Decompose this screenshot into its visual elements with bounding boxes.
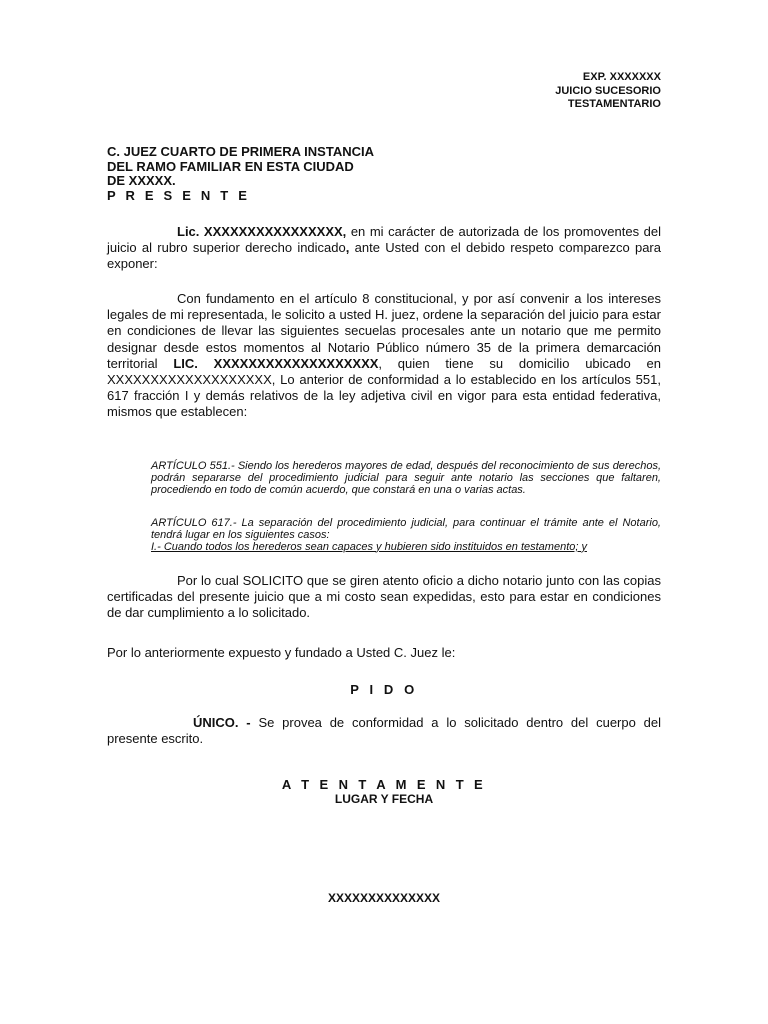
unico-text: Se provea de conformidad a lo solicitado dentro del cuerpo del presente escrito. xyxy=(107,715,661,747)
addressee-block xyxy=(107,145,661,203)
unico-label: ÚNICO. - xyxy=(193,715,251,730)
intro-paragraph xyxy=(107,224,661,273)
quote-article-617-item: I.- Cuando todos los herederos sean capaces y hubieren sido instituidos en testamento; y xyxy=(151,540,587,553)
case-type: JUICIO SUCESORIO xyxy=(555,84,661,97)
por-lo-paragraph: Por lo anteriormente expuesto y fundado a Usted C. Juez le: xyxy=(107,645,456,660)
addressee-line-3: DE XXXXX. xyxy=(107,173,176,188)
quote-article-617 xyxy=(151,518,661,553)
body-paragraph xyxy=(107,291,661,421)
intro-text-2: ante Usted con el debido respeto comparezco para exponer: xyxy=(107,240,661,272)
closing-atentamente: A T E N T A M E N T E xyxy=(281,777,487,792)
solicito-paragraph: Por lo cual SOLICITO que se giren atento oficio a dicho notario junto con las copias certificadas del presente juicio que a mi costo sean expedidas, esto para estar en condiciones de dar cumplimiento a lo solicitado. xyxy=(107,573,661,621)
intro-comma: , xyxy=(345,240,350,256)
quote-article-551: ARTÍCULO 551.- Siendo los herederos mayores de edad, después del reconocimiento de sus derechos, podrán separarse del procedimiento judicial para seguir ante notario las secciones que faltaren, procediendo en todo de común acuerdo, que constará en una o varias actas. xyxy=(151,460,661,496)
unico-paragraph xyxy=(107,715,661,747)
notary-name: LIC. XXXXXXXXXXXXXXXXXXX xyxy=(173,355,379,371)
addressee-presente: P R E S E N T E xyxy=(107,187,251,203)
body-text-2: , quien tiene su domicilio ubicado en XXXXXXXXXXXXXXXXXXX, Lo anterior de conformidad a lo establecido en los artículos 551, 617 fracción I y demás relativos de la ley adjetiva civil en vigor para esta entidad federativa, mismos que establecen: xyxy=(107,355,661,420)
quote-article-617-text: ARTÍCULO 617.- La separación del procedimiento judicial, para continuar el trámite ante el Notario, tendrá lugar en los siguientes casos: xyxy=(151,517,661,541)
case-subtype: TESTAMENTARIO xyxy=(567,98,661,110)
signature-name: XXXXXXXXXXXXXX xyxy=(327,891,441,905)
attorney-name: Lic. XXXXXXXXXXXXXXXX, xyxy=(177,224,347,239)
case-number: EXP. XXXXXXX xyxy=(582,71,661,83)
intro-text: en mi carácter de autorizada de los promoventes del juicio al rubro superior derecho indicado xyxy=(107,224,661,256)
addressee-line-1: C. JUEZ CUARTO DE PRIMERA INSTANCIA xyxy=(107,144,374,159)
pido-heading: P I D O xyxy=(350,682,418,697)
addressee-line-2: DEL RAMO FAMILIAR EN ESTA CIUDAD xyxy=(107,158,354,174)
case-header xyxy=(107,71,661,112)
closing-lugar-fecha: LUGAR Y FECHA xyxy=(334,792,434,806)
closing-block xyxy=(107,777,661,807)
body-text-1: Con fundamento en el artículo 8 constitucional, y por así convenir a los intereses legales de mi representada, le solicito a usted H. juez, ordene la separación del juicio para estar en condiciones de llevar las siguientes secuelas procesales ante un notario que me permito designar desde estos momentos al Notario Público número 35 de la primera demarcación territorial xyxy=(107,291,661,371)
